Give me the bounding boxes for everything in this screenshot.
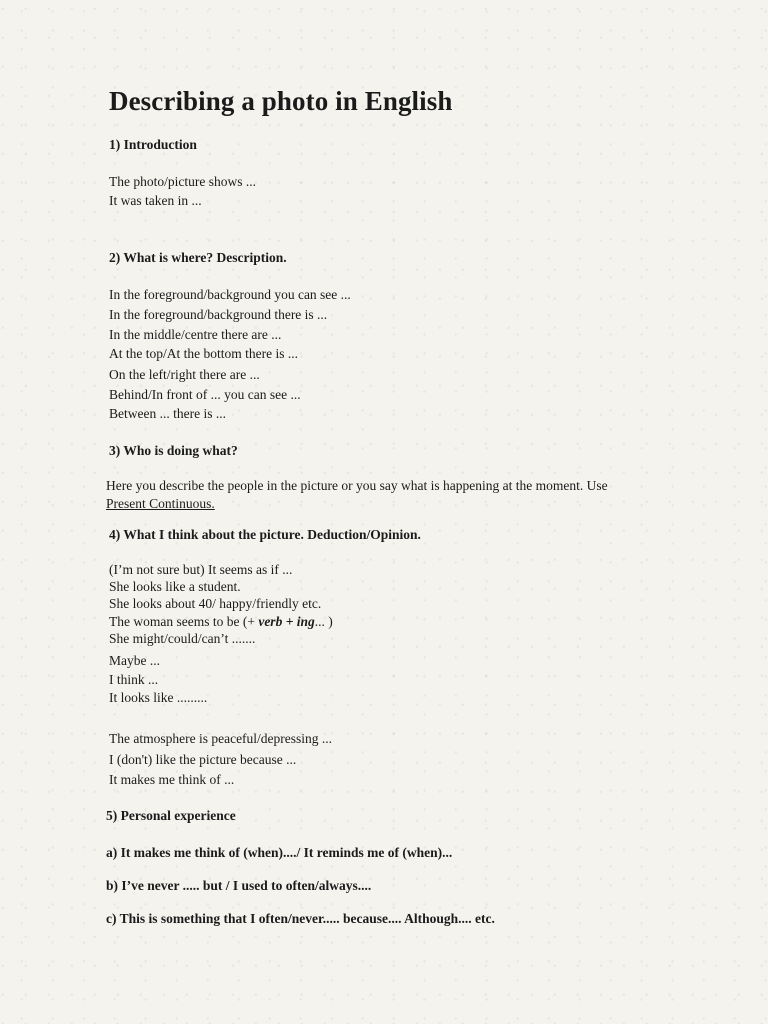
- opinion-line: (I’m not sure but) It seems as if ...: [109, 562, 293, 577]
- opinion-line: It makes me think of ...: [109, 772, 235, 787]
- personal-item: c) This is something that I often/never..... because.... Although.... etc.: [106, 911, 495, 926]
- description-line: On the left/right there are ...: [109, 367, 260, 382]
- intro-line: It was taken in ...: [109, 193, 202, 208]
- description-line: In the middle/centre there are ...: [109, 327, 282, 342]
- description-line: In the foreground/background there is ...: [109, 307, 328, 322]
- opinion-line: The atmosphere is peaceful/depressing ...: [109, 731, 333, 746]
- opinion-line: It looks like .........: [109, 690, 208, 705]
- personal-item: a) It makes me think of (when)..../ It reminds me of (when)...: [106, 845, 453, 860]
- personal-item: b) I’ve never ..... but / I used to often/always....: [106, 878, 372, 893]
- opinion-line: She looks like a student.: [109, 579, 241, 594]
- heading-description: 2) What is where? Description.: [109, 250, 287, 265]
- description-line: Between ... there is ...: [109, 406, 226, 421]
- verb-ing-formula: verb + ing: [258, 614, 315, 629]
- heading-opinion: 4) What I think about the picture. Deduction/Opinion.: [109, 527, 421, 542]
- opinion-line: Maybe ...: [109, 653, 160, 668]
- description-line: Behind/In front of ... you can see ...: [109, 387, 301, 402]
- opinion-line: The woman seems to be (+ verb + ing... ): [109, 614, 333, 629]
- who-doing-text: Here you describe the people in the picture or you say what is happening at the moment. Use: [106, 478, 608, 493]
- heading-who-doing: 3) Who is doing what?: [109, 443, 238, 458]
- who-doing-paragraph: [106, 477, 706, 513]
- heading-personal: 5) Personal experience: [106, 808, 236, 823]
- heading-introduction: 1) Introduction: [109, 137, 197, 152]
- intro-line: The photo/picture shows ...: [109, 174, 256, 189]
- description-line: At the top/At the bottom there is ...: [109, 346, 298, 361]
- page-title: Describing a photo in English: [109, 86, 453, 116]
- opinion-line: I think ...: [109, 672, 159, 687]
- description-line: In the foreground/background you can see ...: [109, 287, 351, 302]
- opinion-line: She looks about 40/ happy/friendly etc.: [109, 596, 322, 611]
- opinion-line: I (don't) like the picture because ...: [109, 752, 297, 767]
- present-continuous-term: Present Continuous.: [106, 496, 215, 511]
- opinion-line: She might/could/can’t .......: [109, 631, 256, 646]
